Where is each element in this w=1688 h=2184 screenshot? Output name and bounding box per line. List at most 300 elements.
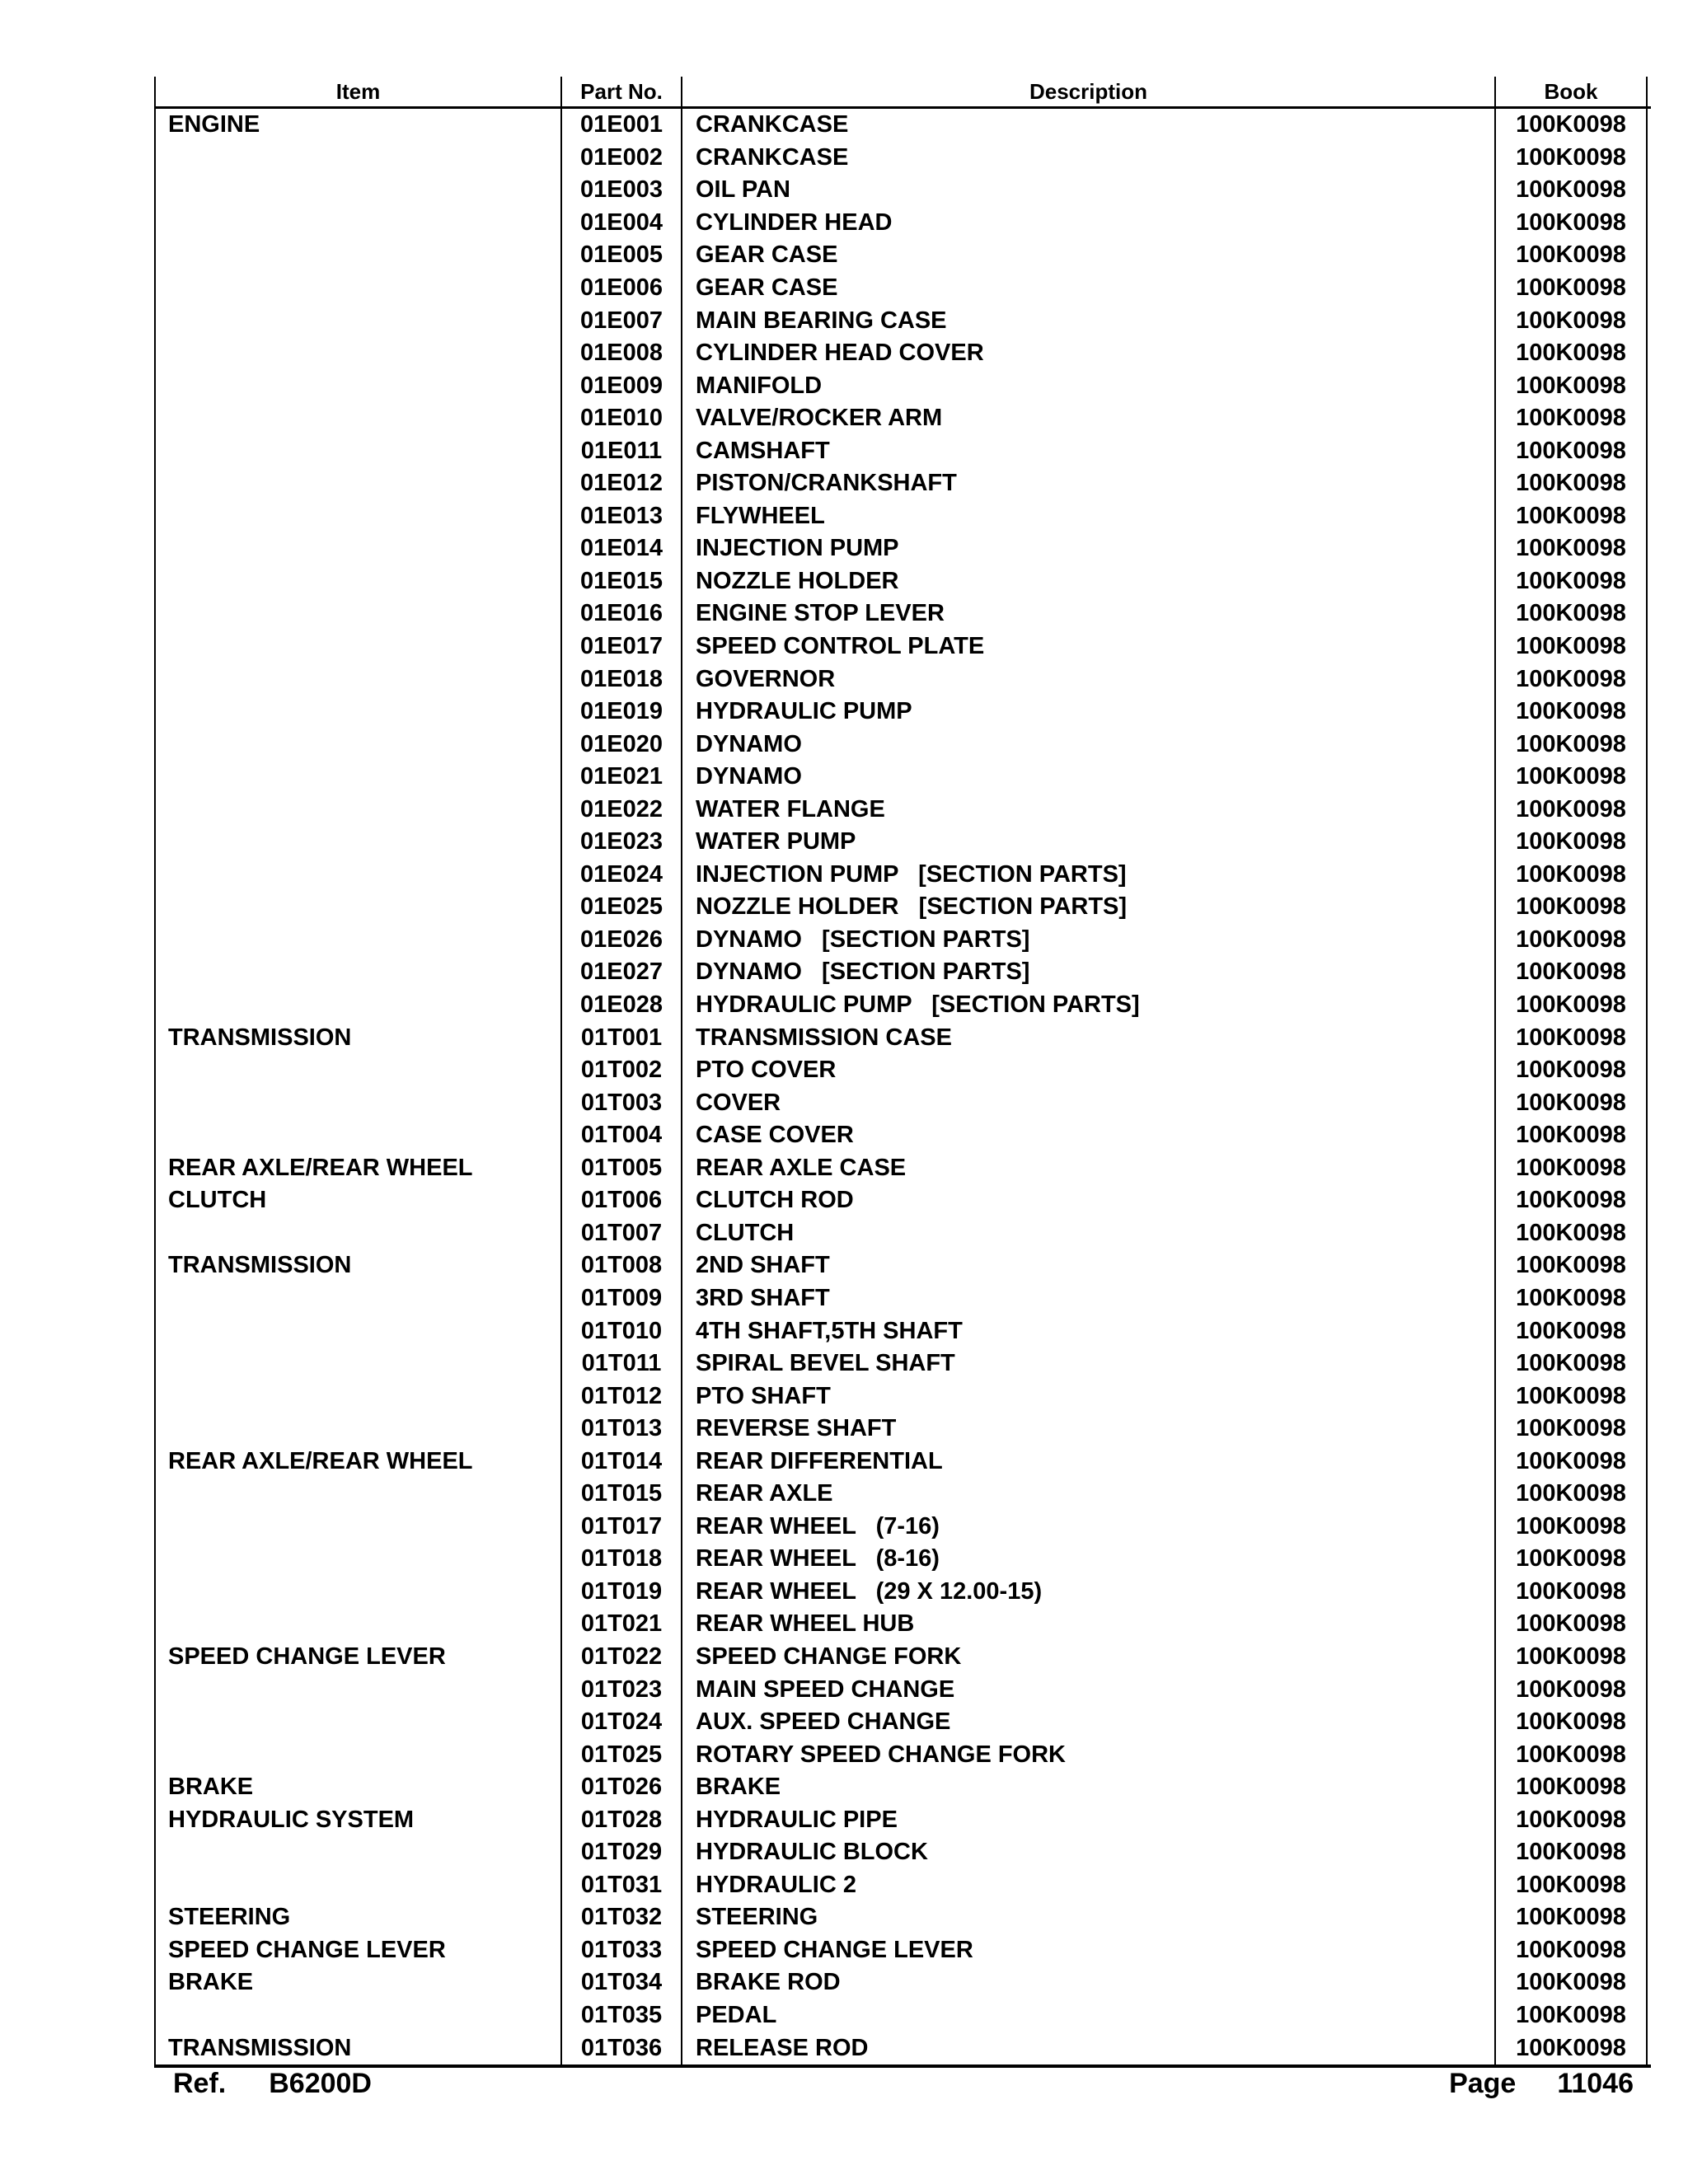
cell-book: 100K0098 [1494, 1673, 1648, 1706]
cell-description: OIL PAN [681, 174, 1494, 207]
cell-description: CASE COVER [681, 1119, 1494, 1152]
cell-book: 100K0098 [1494, 1119, 1648, 1152]
cell-part-no: 01T005 [560, 1152, 681, 1185]
cell-part-no: 01T025 [560, 1738, 681, 1771]
cell-book: 100K0098 [1494, 1999, 1648, 2032]
table-row [154, 630, 1651, 663]
cell-description: INJECTION PUMP [SECTION PARTS] [681, 859, 1494, 892]
cell-description: ROTARY SPEED CHANGE FORK [681, 1738, 1494, 1771]
cell-description: DYNAMO [681, 728, 1494, 761]
cell-book: 100K0098 [1494, 532, 1648, 565]
cell-book: 100K0098 [1494, 109, 1648, 142]
table-row [154, 1249, 1651, 1282]
table-row [154, 1608, 1651, 1641]
cell-book: 100K0098 [1494, 1836, 1648, 1869]
cell-description: ENGINE STOP LEVER [681, 598, 1494, 630]
cell-book: 100K0098 [1494, 500, 1648, 533]
table-row [154, 1706, 1651, 1739]
cell-item [154, 793, 560, 826]
table-row [154, 1836, 1651, 1869]
cell-book: 100K0098 [1494, 1641, 1648, 1674]
cell-description: SPEED CONTROL PLATE [681, 630, 1494, 663]
cell-item [154, 1380, 560, 1413]
cell-description: NOZZLE HOLDER [681, 565, 1494, 598]
cell-item [154, 1086, 560, 1119]
cell-part-no: 01T001 [560, 1021, 681, 1054]
cell-book: 100K0098 [1494, 142, 1648, 175]
table-row [154, 1152, 1651, 1185]
cell-part-no: 01T004 [560, 1119, 681, 1152]
cell-part-no: 01E018 [560, 663, 681, 696]
cell-item: SPEED CHANGE LEVER [154, 1934, 560, 1967]
cell-item [154, 761, 560, 794]
cell-item: TRANSMISSION [154, 2032, 560, 2064]
cell-book: 100K0098 [1494, 2032, 1648, 2064]
cell-description: CLUTCH [681, 1217, 1494, 1250]
cell-book: 100K0098 [1494, 793, 1648, 826]
table-row [154, 1641, 1651, 1674]
cell-book: 100K0098 [1494, 956, 1648, 989]
cell-item: ENGINE [154, 109, 560, 142]
cell-book: 100K0098 [1494, 1054, 1648, 1087]
cell-book: 100K0098 [1494, 696, 1648, 729]
cell-description: MAIN BEARING CASE [681, 304, 1494, 337]
parts-table [154, 77, 1651, 2068]
cell-part-no: 01E026 [560, 924, 681, 957]
cell-book: 100K0098 [1494, 891, 1648, 924]
cell-description: GOVERNOR [681, 663, 1494, 696]
cell-book: 100K0098 [1494, 369, 1648, 402]
cell-item [154, 1608, 560, 1641]
table-row [154, 1445, 1651, 1478]
cell-description: CAMSHAFT [681, 434, 1494, 467]
cell-part-no: 01E008 [560, 337, 681, 370]
table-row [154, 369, 1651, 402]
cell-part-no: 01T019 [560, 1576, 681, 1609]
cell-book: 100K0098 [1494, 1608, 1648, 1641]
cell-item [154, 1478, 560, 1511]
cell-description: HYDRAULIC PUMP [SECTION PARTS] [681, 989, 1494, 1022]
cell-part-no: 01E002 [560, 142, 681, 175]
table-row [154, 696, 1651, 729]
table-row [154, 1576, 1651, 1609]
cell-description: REAR WHEEL (7-16) [681, 1511, 1494, 1544]
cell-part-no: 01T029 [560, 1836, 681, 1869]
table-row [154, 1511, 1651, 1544]
cell-description: HYDRAULIC PUMP [681, 696, 1494, 729]
cell-part-no: 01E021 [560, 761, 681, 794]
cell-item [154, 272, 560, 305]
table-row [154, 761, 1651, 794]
cell-description: PTO COVER [681, 1054, 1494, 1087]
cell-item [154, 1836, 560, 1869]
cell-book: 100K0098 [1494, 1217, 1648, 1250]
cell-description: DYNAMO [SECTION PARTS] [681, 956, 1494, 989]
cell-item [154, 1511, 560, 1544]
cell-description: REAR WHEEL HUB [681, 1608, 1494, 1641]
cell-book: 100K0098 [1494, 1445, 1648, 1478]
cell-description: DYNAMO [SECTION PARTS] [681, 924, 1494, 957]
cell-description: AUX. SPEED CHANGE [681, 1706, 1494, 1739]
table-header-row [154, 77, 1651, 109]
cell-item [154, 1999, 560, 2032]
cell-item [154, 467, 560, 500]
table-row [154, 1021, 1651, 1054]
cell-part-no: 01T033 [560, 1934, 681, 1967]
cell-item [154, 598, 560, 630]
cell-description: CYLINDER HEAD COVER [681, 337, 1494, 370]
cell-description: STEERING [681, 1901, 1494, 1934]
cell-description: DYNAMO [681, 761, 1494, 794]
cell-book: 100K0098 [1494, 304, 1648, 337]
cell-book: 100K0098 [1494, 337, 1648, 370]
cell-book: 100K0098 [1494, 1576, 1648, 1609]
cell-item [154, 337, 560, 370]
table-row [154, 793, 1651, 826]
cell-book: 100K0098 [1494, 239, 1648, 272]
cell-description: REAR AXLE [681, 1478, 1494, 1511]
cell-description: VALVE/ROCKER ARM [681, 402, 1494, 435]
table-row [154, 1478, 1651, 1511]
cell-item [154, 532, 560, 565]
footer-page [1449, 2069, 1634, 2097]
cell-part-no: 01E014 [560, 532, 681, 565]
cell-description: HYDRAULIC PIPE [681, 1803, 1494, 1836]
cell-book: 100K0098 [1494, 1869, 1648, 1902]
table-row [154, 565, 1651, 598]
cell-part-no: 01E006 [560, 272, 681, 305]
cell-part-no: 01E017 [560, 630, 681, 663]
cell-item: BRAKE [154, 1771, 560, 1804]
table-row [154, 1901, 1651, 1934]
table-row [154, 207, 1651, 240]
cell-part-no: 01E027 [560, 956, 681, 989]
cell-item [154, 500, 560, 533]
cell-book: 100K0098 [1494, 272, 1648, 305]
cell-item [154, 1315, 560, 1347]
cell-item [154, 565, 560, 598]
cell-item [154, 434, 560, 467]
column-header-description: Description [681, 77, 1494, 106]
cell-book: 100K0098 [1494, 1347, 1648, 1380]
cell-book: 100K0098 [1494, 728, 1648, 761]
cell-item [154, 142, 560, 175]
cell-description: HYDRAULIC BLOCK [681, 1836, 1494, 1869]
cell-part-no: 01T006 [560, 1184, 681, 1217]
cell-part-no: 01E005 [560, 239, 681, 272]
cell-part-no: 01T010 [560, 1315, 681, 1347]
cell-part-no: 01T026 [560, 1771, 681, 1804]
cell-description: PEDAL [681, 1999, 1494, 2032]
cell-part-no: 01T032 [560, 1901, 681, 1934]
cell-book: 100K0098 [1494, 1543, 1648, 1576]
cell-part-no: 01E010 [560, 402, 681, 435]
cell-part-no: 01T021 [560, 1608, 681, 1641]
table-row [154, 1543, 1651, 1576]
cell-item [154, 1413, 560, 1446]
cell-item: BRAKE [154, 1966, 560, 1999]
cell-description: 2ND SHAFT [681, 1249, 1494, 1282]
cell-description: REAR WHEEL (29 X 12.00-15) [681, 1576, 1494, 1609]
cell-description: WATER PUMP [681, 826, 1494, 859]
cell-description: CRANKCASE [681, 109, 1494, 142]
cell-book: 100K0098 [1494, 1511, 1648, 1544]
footer-ref [173, 2069, 372, 2097]
cell-item [154, 1054, 560, 1087]
cell-book: 100K0098 [1494, 1152, 1648, 1185]
cell-item [154, 1543, 560, 1576]
cell-book: 100K0098 [1494, 1021, 1648, 1054]
table-row [154, 402, 1651, 435]
cell-book: 100K0098 [1494, 1282, 1648, 1315]
cell-part-no: 01E024 [560, 859, 681, 892]
cell-item: REAR AXLE/REAR WHEEL [154, 1152, 560, 1185]
table-row [154, 1282, 1651, 1315]
cell-item [154, 696, 560, 729]
cell-part-no: 01E015 [560, 565, 681, 598]
cell-book: 100K0098 [1494, 1184, 1648, 1217]
table-row [154, 1217, 1651, 1250]
table-row [154, 532, 1651, 565]
cell-part-no: 01E028 [560, 989, 681, 1022]
cell-book: 100K0098 [1494, 1380, 1648, 1413]
cell-description: BRAKE ROD [681, 1966, 1494, 1999]
page-label: Page [1449, 2068, 1517, 2099]
cell-description: REAR WHEEL (8-16) [681, 1543, 1494, 1576]
table-row [154, 989, 1651, 1022]
table-row [154, 174, 1651, 207]
cell-item [154, 1869, 560, 1902]
table-row [154, 1347, 1651, 1380]
cell-item [154, 826, 560, 859]
table-row [154, 1054, 1651, 1087]
cell-part-no: 01T034 [560, 1966, 681, 1999]
cell-part-no: 01E013 [560, 500, 681, 533]
table-row [154, 663, 1651, 696]
cell-description: PISTON/CRANKSHAFT [681, 467, 1494, 500]
cell-item [154, 1706, 560, 1739]
table-row [154, 1184, 1651, 1217]
table-row [154, 1380, 1651, 1413]
page-value: 11046 [1557, 2068, 1634, 2099]
cell-book: 100K0098 [1494, 1966, 1648, 1999]
table-row [154, 2032, 1651, 2064]
cell-item [154, 924, 560, 957]
cell-part-no: 01T014 [560, 1445, 681, 1478]
cell-part-no: 01T028 [560, 1803, 681, 1836]
cell-item [154, 174, 560, 207]
table-row [154, 1869, 1651, 1902]
cell-book: 100K0098 [1494, 859, 1648, 892]
ref-value: B6200D [269, 2068, 372, 2099]
cell-description: CYLINDER HEAD [681, 207, 1494, 240]
cell-item [154, 989, 560, 1022]
cell-book: 100K0098 [1494, 1803, 1648, 1836]
cell-description: SPIRAL BEVEL SHAFT [681, 1347, 1494, 1380]
table-body [154, 109, 1651, 2068]
cell-book: 100K0098 [1494, 1315, 1648, 1347]
cell-description: MANIFOLD [681, 369, 1494, 402]
cell-item [154, 663, 560, 696]
cell-part-no: 01T036 [560, 2032, 681, 2064]
table-row [154, 272, 1651, 305]
column-header-book: Book [1494, 77, 1648, 106]
cell-part-no: 01E003 [560, 174, 681, 207]
cell-part-no: 01E019 [560, 696, 681, 729]
cell-book: 100K0098 [1494, 924, 1648, 957]
table-row [154, 337, 1651, 370]
cell-description: REAR DIFFERENTIAL [681, 1445, 1494, 1478]
cell-item [154, 630, 560, 663]
cell-book: 100K0098 [1494, 174, 1648, 207]
cell-part-no: 01E020 [560, 728, 681, 761]
cell-item: REAR AXLE/REAR WHEEL [154, 1445, 560, 1478]
cell-part-no: 01T031 [560, 1869, 681, 1902]
cell-book: 100K0098 [1494, 630, 1648, 663]
cell-part-no: 01T015 [560, 1478, 681, 1511]
cell-item [154, 1576, 560, 1609]
cell-description: GEAR CASE [681, 272, 1494, 305]
cell-item: TRANSMISSION [154, 1021, 560, 1054]
cell-description: 4TH SHAFT,5TH SHAFT [681, 1315, 1494, 1347]
cell-book: 100K0098 [1494, 663, 1648, 696]
cell-part-no: 01T013 [560, 1413, 681, 1446]
cell-book: 100K0098 [1494, 565, 1648, 598]
cell-description: WATER FLANGE [681, 793, 1494, 826]
table-row [154, 500, 1651, 533]
table-row [154, 239, 1651, 272]
cell-part-no: 01E023 [560, 826, 681, 859]
cell-description: GEAR CASE [681, 239, 1494, 272]
table-row [154, 1934, 1651, 1967]
table-row [154, 1803, 1651, 1836]
cell-book: 100K0098 [1494, 1934, 1648, 1967]
cell-item [154, 304, 560, 337]
table-row [154, 891, 1651, 924]
cell-book: 100K0098 [1494, 1738, 1648, 1771]
cell-item: STEERING [154, 1901, 560, 1934]
cell-part-no: 01E022 [560, 793, 681, 826]
cell-item [154, 1673, 560, 1706]
cell-part-no: 01E025 [560, 891, 681, 924]
cell-description: CLUTCH ROD [681, 1184, 1494, 1217]
table-row [154, 434, 1651, 467]
cell-book: 100K0098 [1494, 207, 1648, 240]
cell-part-no: 01T002 [560, 1054, 681, 1087]
cell-item [154, 369, 560, 402]
cell-book: 100K0098 [1494, 1086, 1648, 1119]
cell-item [154, 402, 560, 435]
cell-part-no: 01E001 [560, 109, 681, 142]
cell-part-no: 01T017 [560, 1511, 681, 1544]
table-row [154, 826, 1651, 859]
cell-part-no: 01T035 [560, 1999, 681, 2032]
cell-item: SPEED CHANGE LEVER [154, 1641, 560, 1674]
cell-book: 100K0098 [1494, 826, 1648, 859]
table-row [154, 109, 1651, 142]
table-row [154, 1966, 1651, 1999]
table-row [154, 1738, 1651, 1771]
table-row [154, 1413, 1651, 1446]
cell-book: 100K0098 [1494, 761, 1648, 794]
cell-description: SPEED CHANGE FORK [681, 1641, 1494, 1674]
table-row [154, 1999, 1651, 2032]
cell-part-no: 01T022 [560, 1641, 681, 1674]
cell-book: 100K0098 [1494, 1706, 1648, 1739]
cell-book: 100K0098 [1494, 1413, 1648, 1446]
cell-item: HYDRAULIC SYSTEM [154, 1803, 560, 1836]
cell-item [154, 239, 560, 272]
cell-item [154, 1217, 560, 1250]
cell-description: MAIN SPEED CHANGE [681, 1673, 1494, 1706]
table-row [154, 1673, 1651, 1706]
cell-book: 100K0098 [1494, 1478, 1648, 1511]
cell-item [154, 1738, 560, 1771]
cell-item [154, 1119, 560, 1152]
table-row [154, 598, 1651, 630]
cell-description: NOZZLE HOLDER [SECTION PARTS] [681, 891, 1494, 924]
cell-description: HYDRAULIC 2 [681, 1869, 1494, 1902]
table-row [154, 142, 1651, 175]
cell-item [154, 891, 560, 924]
cell-item [154, 956, 560, 989]
table-row [154, 1086, 1651, 1119]
cell-part-no: 01E007 [560, 304, 681, 337]
cell-item [154, 1347, 560, 1380]
cell-part-no: 01E011 [560, 434, 681, 467]
cell-part-no: 01T008 [560, 1249, 681, 1282]
cell-description: FLYWHEEL [681, 500, 1494, 533]
cell-book: 100K0098 [1494, 434, 1648, 467]
cell-description: BRAKE [681, 1771, 1494, 1804]
cell-part-no: 01E009 [560, 369, 681, 402]
cell-description: TRANSMISSION CASE [681, 1021, 1494, 1054]
cell-part-no: 01T009 [560, 1282, 681, 1315]
cell-part-no: 01T011 [560, 1347, 681, 1380]
cell-description: CRANKCASE [681, 142, 1494, 175]
cell-part-no: 01T024 [560, 1706, 681, 1739]
cell-description: RELEASE ROD [681, 2032, 1494, 2064]
cell-book: 100K0098 [1494, 467, 1648, 500]
cell-description: 3RD SHAFT [681, 1282, 1494, 1315]
table-row [154, 924, 1651, 957]
cell-part-no: 01T012 [560, 1380, 681, 1413]
table-row [154, 1315, 1651, 1347]
cell-part-no: 01T018 [560, 1543, 681, 1576]
cell-description: PTO SHAFT [681, 1380, 1494, 1413]
cell-item: CLUTCH [154, 1184, 560, 1217]
table-row [154, 1119, 1651, 1152]
table-row [154, 304, 1651, 337]
cell-book: 100K0098 [1494, 598, 1648, 630]
table-row [154, 1771, 1651, 1804]
column-header-part-no: Part No. [560, 77, 681, 106]
cell-part-no: 01E016 [560, 598, 681, 630]
cell-description: SPEED CHANGE LEVER [681, 1934, 1494, 1967]
cell-description: INJECTION PUMP [681, 532, 1494, 565]
cell-book: 100K0098 [1494, 989, 1648, 1022]
cell-item [154, 859, 560, 892]
cell-book: 100K0098 [1494, 1249, 1648, 1282]
table-row [154, 956, 1651, 989]
cell-book: 100K0098 [1494, 1901, 1648, 1934]
table-row [154, 859, 1651, 892]
cell-item [154, 728, 560, 761]
cell-part-no: 01E012 [560, 467, 681, 500]
cell-book: 100K0098 [1494, 1771, 1648, 1804]
cell-part-no: 01T003 [560, 1086, 681, 1119]
cell-part-no: 01E004 [560, 207, 681, 240]
